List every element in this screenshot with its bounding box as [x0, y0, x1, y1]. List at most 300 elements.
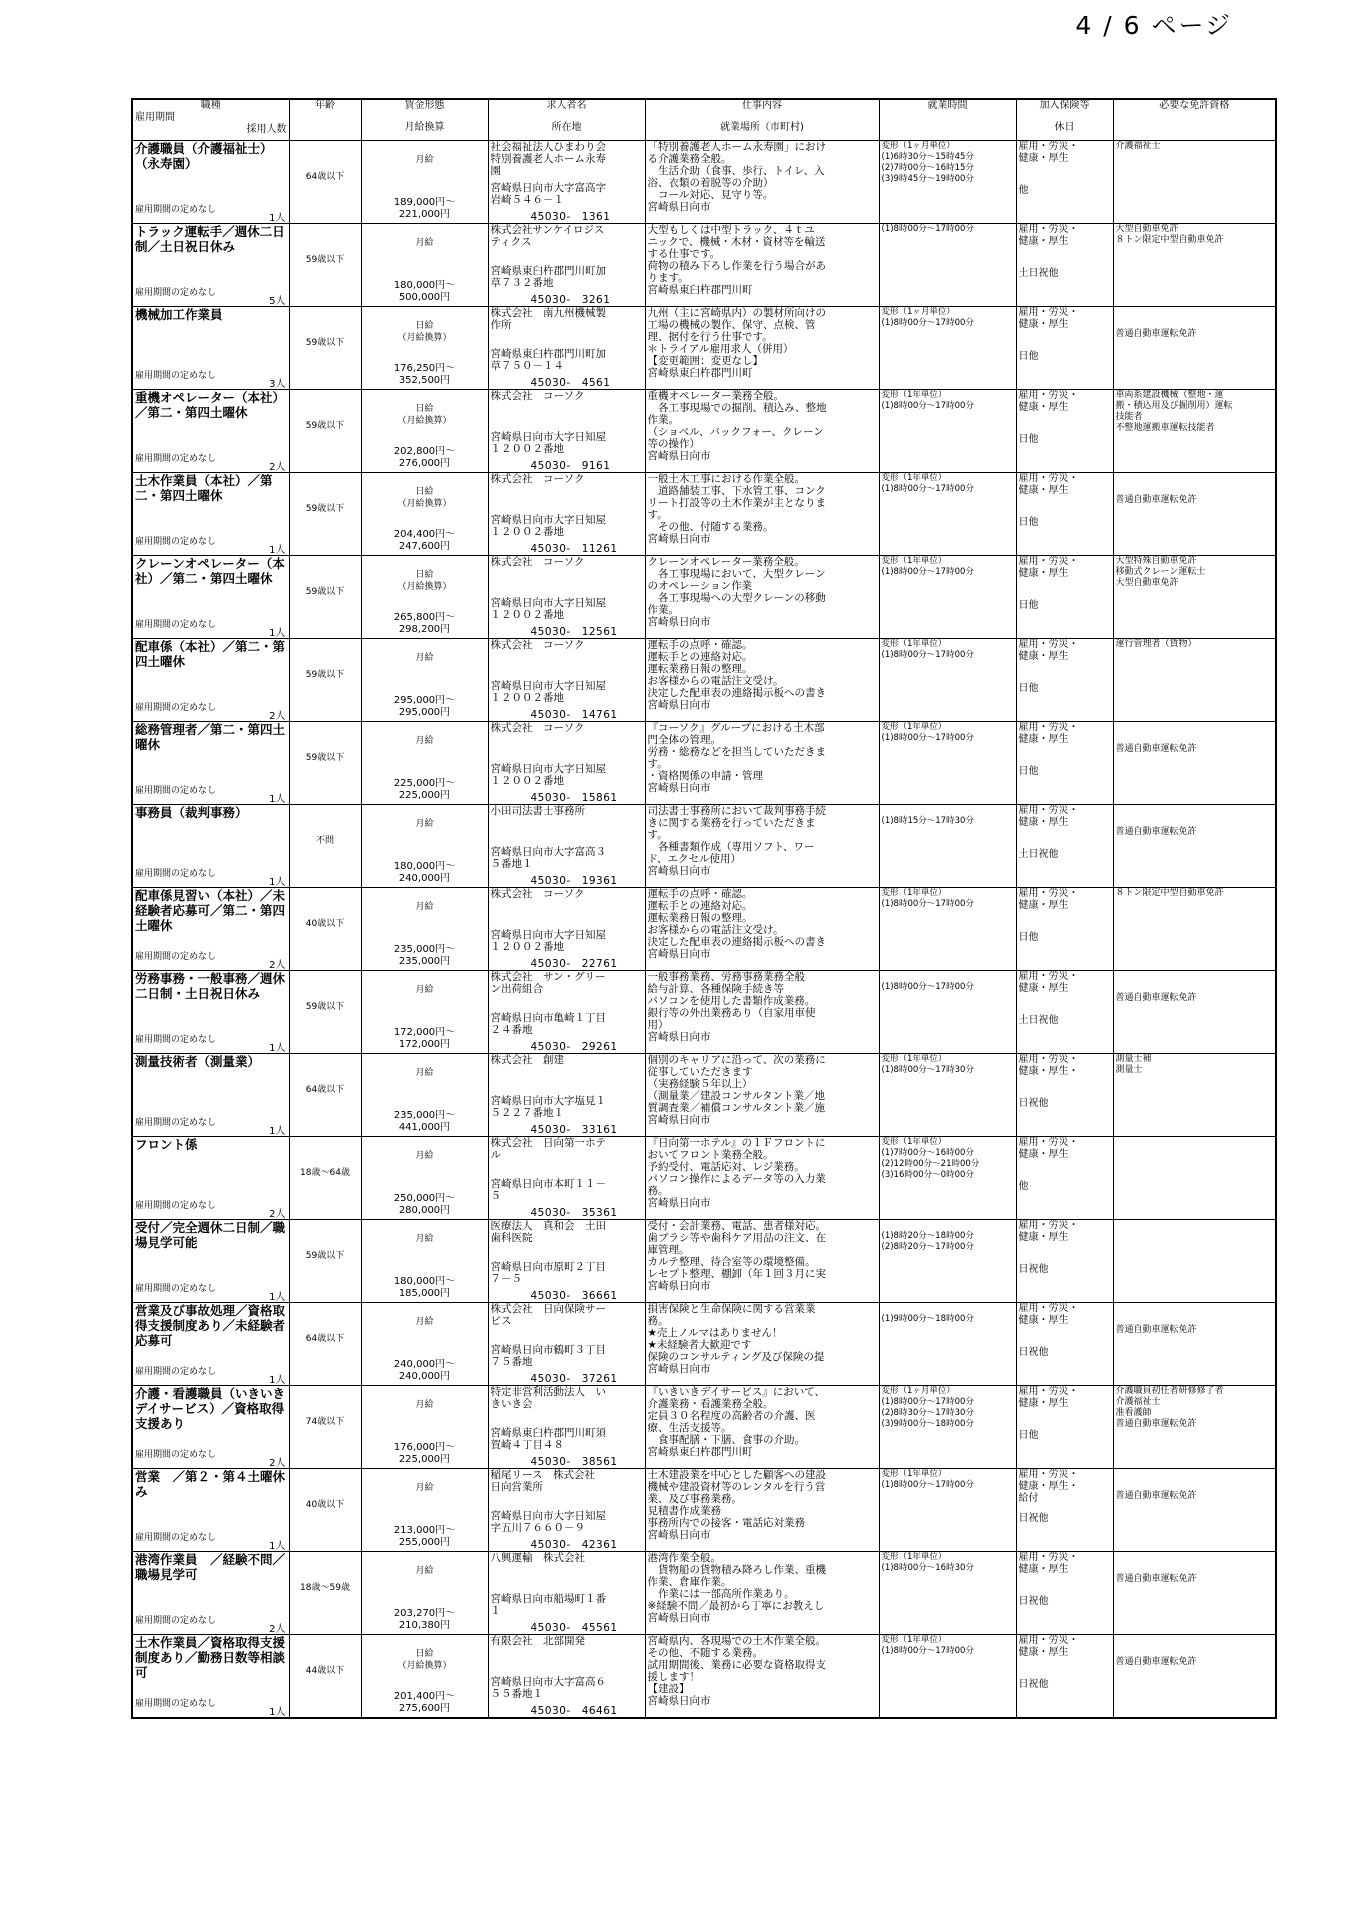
hire-count: 1人 [269, 213, 286, 223]
employer-name-line: 特定非営利活動法人 い [490, 1386, 606, 1398]
license-wrap [1116, 1303, 1274, 1385]
hours-line: (2)8時30分～17時30分 [881, 1408, 974, 1418]
employer-name-line: 稲尾リース 株式会社 [490, 1469, 595, 1481]
job-title-wrap [135, 805, 287, 887]
description-line: 労務・総務などを担当していただきま [647, 746, 826, 758]
address-line: 宮崎県日向市大字塩見１ [490, 1095, 606, 1107]
wage-range-line: 265,800円～ [393, 612, 456, 623]
insurance-line: 雇用・労災・ [1018, 1635, 1079, 1646]
insurance-line: 健康・厚生 [1018, 402, 1069, 413]
license-wrap [1116, 473, 1274, 555]
wage-type [364, 486, 486, 510]
holidays: 土日祝他 [1018, 268, 1059, 279]
employer-name-line: ティクス [490, 236, 532, 248]
insurance-cell [1016, 473, 1113, 556]
employer-name-line: 小田司法書士事務所 [490, 805, 585, 817]
wage-range-line: 180,000円～ [393, 1276, 456, 1287]
age-wrap [292, 971, 359, 1053]
hire-count: 1人 [269, 1292, 286, 1302]
work-hours [882, 556, 1014, 638]
holidays: 日祝他 [1018, 1679, 1049, 1690]
work-hours [882, 390, 1014, 472]
insurance-cell [1016, 307, 1113, 390]
employment-period: 雇用期間の定めなし [135, 1450, 217, 1460]
employer-name [491, 1469, 643, 1493]
description-line: 銀行等の外出業務あり（自家用車使 [647, 1007, 816, 1019]
license-cell [1113, 473, 1276, 556]
description-line: おいてフロント業務全般。 [647, 1149, 774, 1161]
age-limit: 59歳以下 [305, 1251, 345, 1261]
address-line: ５２２７番地１ [490, 1107, 564, 1119]
age-wrap [292, 1469, 359, 1551]
job-description [648, 639, 877, 721]
insurance-wrap [1019, 307, 1111, 389]
wage-wrap [364, 307, 486, 389]
age-limit: 74歳以下 [305, 1417, 345, 1427]
employer-wrap [491, 1469, 643, 1551]
employer-name [491, 141, 643, 177]
wage-type [364, 818, 486, 830]
license-cell [1113, 307, 1276, 390]
description-line: 決定した配車表の連絡掲示板への書き [647, 687, 826, 699]
description-line: 保険のコンサルティング及び保険の提 [647, 1351, 825, 1363]
insurance-line: 雇用・労災・ [1018, 1303, 1079, 1314]
hours-line: (1)8時00分～17時00分 [881, 484, 974, 494]
employer-address [491, 1510, 643, 1534]
wage-range-line: 352,500円 [398, 375, 451, 386]
description-line: その他、不随する業務。 [647, 1647, 763, 1659]
wage-type [364, 403, 486, 427]
license-cell [1113, 1303, 1276, 1386]
job-description [648, 1469, 877, 1551]
description-line: 個別のキャリアに沿って、次の業務に [647, 1054, 826, 1066]
job-title-cell [132, 639, 289, 722]
employer-name [491, 1303, 643, 1327]
wage-range [364, 280, 486, 304]
age-cell [289, 1635, 361, 1719]
description-line: 宮崎県日向市 [647, 616, 711, 628]
work-hours-cell [879, 1469, 1016, 1552]
table-row [132, 307, 1276, 390]
job-description-cell [645, 1635, 879, 1719]
employer-address [491, 1178, 643, 1202]
insurance-wrap [1019, 1552, 1111, 1634]
wage-cell [361, 722, 488, 805]
insurance-line: 健康・厚生 [1018, 568, 1069, 579]
age-wrap [292, 1137, 359, 1219]
wage-range-line: 295,000円～ [393, 695, 456, 706]
insurance-line: 健康・厚生 [1018, 734, 1069, 745]
employment-period: 雇用期間の定めなし [135, 1284, 217, 1294]
age-wrap [292, 1054, 359, 1136]
address-line: 宮崎県日向市大字日知屋 [490, 763, 606, 775]
age-cell [289, 390, 361, 473]
age-wrap [292, 141, 359, 223]
header-location-label: 所在地 [551, 122, 582, 133]
job-description [648, 805, 877, 887]
wage-type-line: 日給 [415, 570, 434, 580]
job-title-wrap [135, 722, 287, 804]
description-line: 質調査業／補償コンサルタント業／施 [647, 1102, 826, 1114]
holidays: 土日祝他 [1018, 849, 1059, 860]
table-header-row [132, 99, 1276, 141]
description-line: コール対応、見守り等。 [647, 189, 774, 201]
description-line: 各工事現場での掘削、積込み、整地 [647, 402, 827, 414]
hours-line: (1)8時00分～17時00分 [881, 224, 974, 234]
employer-cell [488, 1137, 645, 1220]
description-line: ★売上ノルマはありません！ [647, 1327, 783, 1339]
job-description-cell [645, 639, 879, 722]
listing-number: 45030- 36661 [530, 1290, 618, 1302]
job-title: クレーンオペレーター（本社）／第二・第四土曜休 [135, 556, 285, 586]
wage-range-line: 210,380円 [398, 1620, 451, 1631]
employer-name [491, 473, 643, 485]
description-line: 宮崎県日向市 [647, 1197, 711, 1209]
address-line: 宮崎県日向市大字日知屋 [490, 431, 606, 443]
employer-name [491, 1054, 643, 1066]
address-line: 宮崎県日向市大字富高字 [490, 182, 606, 194]
description-line: 務。 [647, 1185, 669, 1197]
employer-cell [488, 805, 645, 888]
employment-period: 雇用期間の定めなし [135, 869, 217, 879]
address-line: 草７３２番地 [490, 277, 554, 289]
address-line: 宮崎県日向市大字日知屋 [490, 597, 606, 609]
job-description-cell [645, 141, 879, 224]
listing-number: 45030- 35361 [530, 1207, 618, 1219]
holidays: 日他 [1018, 1430, 1039, 1441]
hours-line: (1)8時00分～17時00分 [881, 318, 974, 328]
license-line: 介護職員初任者研修修了者 [1115, 1386, 1224, 1396]
employment-period: 雇用期間の定めなし [135, 205, 217, 215]
license-wrap [1116, 224, 1274, 306]
holidays: 日他 [1018, 683, 1039, 694]
listing-number: 45030- 15861 [530, 792, 618, 804]
license-line: 普通自動車運転免許 [1115, 1657, 1197, 1667]
job-title-cell [132, 390, 289, 473]
insurance-cell [1016, 1137, 1113, 1220]
employer-address [491, 597, 643, 621]
insurance-wrap [1019, 888, 1111, 970]
age-cell [289, 141, 361, 224]
job-title-wrap [135, 1220, 287, 1302]
insurance-wrap [1019, 224, 1111, 306]
license-cell [1113, 141, 1276, 224]
insurance-line: 健康・厚生 [1018, 651, 1069, 662]
work-hours [882, 1054, 1014, 1136]
address-line: １２００２番地 [490, 775, 564, 787]
employer-wrap [491, 1552, 643, 1634]
wage-type [364, 1482, 486, 1494]
employer-name [491, 805, 643, 817]
address-line: ５番地１ [490, 858, 533, 870]
job-title-wrap [135, 473, 287, 555]
job-description-cell [645, 224, 879, 307]
employer-name [491, 1137, 643, 1161]
employer-address [491, 1095, 643, 1119]
age-limit: 40歳以下 [305, 1500, 345, 1510]
wage-range [364, 1691, 486, 1715]
employer-address [491, 1344, 643, 1368]
holidays: 日他 [1018, 766, 1039, 777]
description-line: 用） [647, 1019, 669, 1031]
license-wrap [1116, 1386, 1274, 1468]
description-line: す。 [647, 829, 668, 841]
wage-range-line: 201,400円～ [393, 1691, 456, 1702]
wage-wrap [364, 722, 486, 804]
description-line: 受付・会計業務、電話、患者様対応。 [647, 1220, 826, 1232]
description-line: 運転手との連絡対応。 [647, 900, 753, 912]
listing-number: 45030- 12561 [530, 626, 618, 638]
description-line: 宮崎県日向市 [647, 1363, 711, 1375]
address-line: 宮崎県日向市大字日知屋 [490, 514, 606, 526]
wage-wrap [364, 1137, 486, 1219]
insurance-line: 雇用・労災・ [1018, 1220, 1079, 1231]
job-title: 介護職員（介護福祉士）（永寿園） [135, 141, 273, 171]
insurance-line: 健康・厚生 [1018, 817, 1069, 828]
insurance-cell [1016, 888, 1113, 971]
wage-cell [361, 1386, 488, 1469]
table-row [132, 971, 1276, 1054]
employment-period: 雇用期間の定めなし [135, 786, 217, 796]
employment-period: 雇用期間の定めなし [135, 1035, 217, 1045]
insurance-cell [1016, 971, 1113, 1054]
employer-cell [488, 1469, 645, 1552]
address-line: 宮崎県日向市大字日知屋 [490, 929, 606, 941]
employer-address [491, 1012, 643, 1036]
description-line: 運転手との連絡対応。 [647, 651, 753, 663]
hours-line: 変形（1ヶ月単位） [881, 1386, 955, 1396]
hours-line: (1)8時00分～17時00分 [881, 982, 974, 992]
table-row [132, 1303, 1276, 1386]
address-line: 草７５０－１４ [490, 360, 564, 372]
employer-address [491, 182, 643, 206]
header-licenses [1113, 99, 1276, 141]
license-line: 普通自動車運転免許 [1115, 1574, 1197, 1584]
employer-cell [488, 1220, 645, 1303]
wage-type [364, 984, 486, 996]
wage-type-line: 月給 [415, 1317, 434, 1327]
employer-name-line: 株式会社サンケイロジス [490, 224, 605, 236]
wage-range [364, 363, 486, 387]
age-wrap [292, 639, 359, 721]
job-title-wrap [135, 1054, 287, 1136]
employer-address [491, 1427, 643, 1451]
age-cell [289, 639, 361, 722]
job-description [648, 1137, 877, 1219]
job-title-wrap [135, 1469, 287, 1551]
description-line: リート打設等の土木作業が主となりま [647, 497, 826, 509]
job-title-wrap [135, 390, 287, 472]
license-line [1116, 733, 1274, 744]
job-title-wrap [135, 888, 287, 970]
wage-wrap [364, 971, 486, 1053]
wage-type [364, 1067, 486, 1079]
holidays: 日祝他 [1018, 1347, 1049, 1358]
wage-type [364, 154, 486, 166]
holidays: 日祝他 [1018, 1264, 1049, 1275]
insurance-wrap [1019, 1386, 1111, 1468]
wage-type-line: （月給換算） [397, 333, 452, 343]
work-hours [882, 307, 1014, 389]
wage-range [364, 446, 486, 470]
hours-line: (1)8時00分～17時00分 [881, 1646, 974, 1656]
job-title-wrap [135, 307, 287, 389]
work-hours-cell [879, 224, 1016, 307]
employer-name-line: きいき会 [490, 1398, 533, 1410]
insurance-wrap [1019, 1054, 1111, 1136]
wage-range-line: 172,000円 [398, 1039, 451, 1050]
employer-name [491, 307, 643, 331]
listing-number: 45030- 22761 [530, 958, 618, 970]
age-cell [289, 722, 361, 805]
license-wrap [1116, 307, 1274, 389]
wage-cell [361, 1137, 488, 1220]
wage-cell [361, 805, 488, 888]
wage-type-line: 日給 [415, 487, 434, 497]
employer-address [491, 763, 643, 787]
job-description-cell [645, 805, 879, 888]
hours-line: (1)8時00分～16時30分 [881, 1563, 974, 1573]
insurance-cell [1016, 805, 1113, 888]
address-line: ５５番地１ [490, 1688, 543, 1700]
license-cell [1113, 1386, 1276, 1469]
job-description [648, 1635, 877, 1717]
hours-line: (2)7時00分～16時15分 [881, 163, 974, 173]
description-line: 予約受付、電話応対、レジ業務。 [647, 1161, 805, 1173]
insurance-line: 健康・厚生・ [1018, 1066, 1079, 1077]
wage-cell [361, 1469, 488, 1552]
license-wrap [1116, 1635, 1274, 1717]
holidays: 日祝他 [1018, 1513, 1049, 1524]
wage-type-line: （月給換算） [397, 416, 452, 426]
address-line: ５ [490, 1190, 501, 1202]
age-limit: 18歳～59歳 [300, 1583, 350, 1593]
job-title-wrap [135, 1303, 287, 1385]
insurance-line: 雇用・労災・ [1018, 1054, 1079, 1065]
license-line [1116, 1563, 1274, 1574]
header-hires-label: 採用人数 [246, 124, 287, 135]
job-description-cell [645, 473, 879, 556]
listing-number: 45030- 33161 [530, 1124, 618, 1136]
wage-range [364, 778, 486, 802]
description-line: 運転業務日報の整理。 [647, 912, 753, 924]
description-line: 定員３０名程度の高齢者の介護、医 [647, 1410, 816, 1422]
employer-name [491, 556, 643, 568]
insurance-line: 雇用・労災・ [1018, 224, 1079, 235]
insurance-cell [1016, 1386, 1113, 1469]
header-workplace-label: 就業場所（市町村) [720, 122, 804, 133]
table-row [132, 1054, 1276, 1137]
wage-range [364, 1110, 486, 1134]
wage-range [364, 1027, 486, 1051]
insurance-cell [1016, 1303, 1113, 1386]
description-line: 援します！ [647, 1671, 700, 1683]
work-hours-cell [879, 307, 1016, 390]
hours-line: (1)8時00分～17時00分 [881, 1397, 974, 1407]
description-line: ニックで、機械・木材・資材等を輸送 [647, 236, 826, 248]
employer-wrap [491, 1386, 643, 1468]
job-description-cell [645, 1469, 879, 1552]
age-limit: 44歳以下 [305, 1666, 345, 1676]
header-desc-label: 仕事内容 [742, 100, 782, 111]
hours-line: (1)8時00分～17時00分 [881, 650, 974, 660]
job-title: 土木作業員（本社）／第二・第四土曜休 [135, 473, 273, 503]
address-line: １２００２番地 [490, 941, 564, 953]
insurance-cell [1016, 141, 1113, 224]
employer-name-line: 歯科医院 [490, 1232, 533, 1244]
employer-cell [488, 390, 645, 473]
insurance-line: 雇用・労災・ [1018, 639, 1079, 650]
hire-count: 2人 [269, 1458, 286, 1468]
insurance-cell [1016, 639, 1113, 722]
work-hours [882, 639, 1014, 721]
table-row [132, 473, 1276, 556]
job-listings-table [131, 98, 1277, 1719]
description-line: 一般事務業務、労務事務業務全般 [647, 971, 805, 983]
hire-count: 1人 [269, 1043, 286, 1053]
wage-cell [361, 1054, 488, 1137]
hours-line: 変形（1年単位） [881, 1054, 947, 1064]
table-row [132, 639, 1276, 722]
description-line: パソコンを使用した書類作成業務。 [647, 995, 816, 1007]
address-line: ７５番地 [490, 1356, 533, 1368]
description-line: 各種書類作成（専用ソフト、ワー [647, 841, 815, 853]
description-line: （測量業／建設コンサルタント業／地 [647, 1090, 826, 1102]
description-line: 宮崎県日向市 [647, 782, 711, 794]
work-hours-cell [879, 722, 1016, 805]
license-line: 普通自動車運転免許 [1115, 993, 1197, 1003]
wage-wrap [364, 390, 486, 472]
license-line: 運行管理者（貨物） [1115, 639, 1197, 649]
job-title-cell [132, 1386, 289, 1469]
license-line [1116, 816, 1274, 827]
description-line: 事務所内での接客・電話応対業務 [647, 1517, 805, 1529]
hours-line: 変形（1年単位） [881, 1137, 947, 1147]
employer-name-line: 株式会社 日向第一ホテ [490, 1137, 606, 1149]
description-line: 宮崎県日向市 [647, 450, 711, 462]
holidays: 日他 [1018, 351, 1039, 362]
description-line: 宮崎県日向市 [647, 865, 711, 877]
license-line: 測量士補 [1115, 1054, 1152, 1064]
listing-number: 45030- 4561 [530, 377, 611, 389]
description-line: 宮崎県日向市 [647, 1612, 711, 1624]
license-line [1116, 318, 1274, 329]
wage-range-line: 275,600円 [398, 1703, 451, 1714]
wage-range [364, 1442, 486, 1466]
hours-line: 変形（1ヶ月単位） [881, 307, 955, 317]
license-line [1116, 1469, 1274, 1480]
job-title-cell [132, 1054, 289, 1137]
job-description [648, 307, 877, 389]
job-description-cell [645, 1386, 879, 1469]
job-title-cell [132, 1220, 289, 1303]
employer-cell [488, 639, 645, 722]
listing-number: 45030- 37261 [530, 1373, 618, 1385]
wage-type-line: 月給 [415, 1068, 434, 1078]
insurance-wrap [1019, 639, 1111, 721]
job-title-cell [132, 1137, 289, 1220]
wage-type [364, 320, 486, 344]
job-title-cell [132, 1469, 289, 1552]
table-row [132, 888, 1276, 971]
header-employer-label: 求人者名 [546, 100, 587, 111]
license-line: 測量士 [1115, 1065, 1143, 1075]
age-wrap [292, 722, 359, 804]
listing-number: 45030- 14761 [530, 709, 618, 721]
insurance-cell [1016, 1220, 1113, 1303]
hours-line: (1)6時30分～15時45分 [881, 152, 974, 162]
wage-type-line: 月給 [415, 155, 434, 165]
